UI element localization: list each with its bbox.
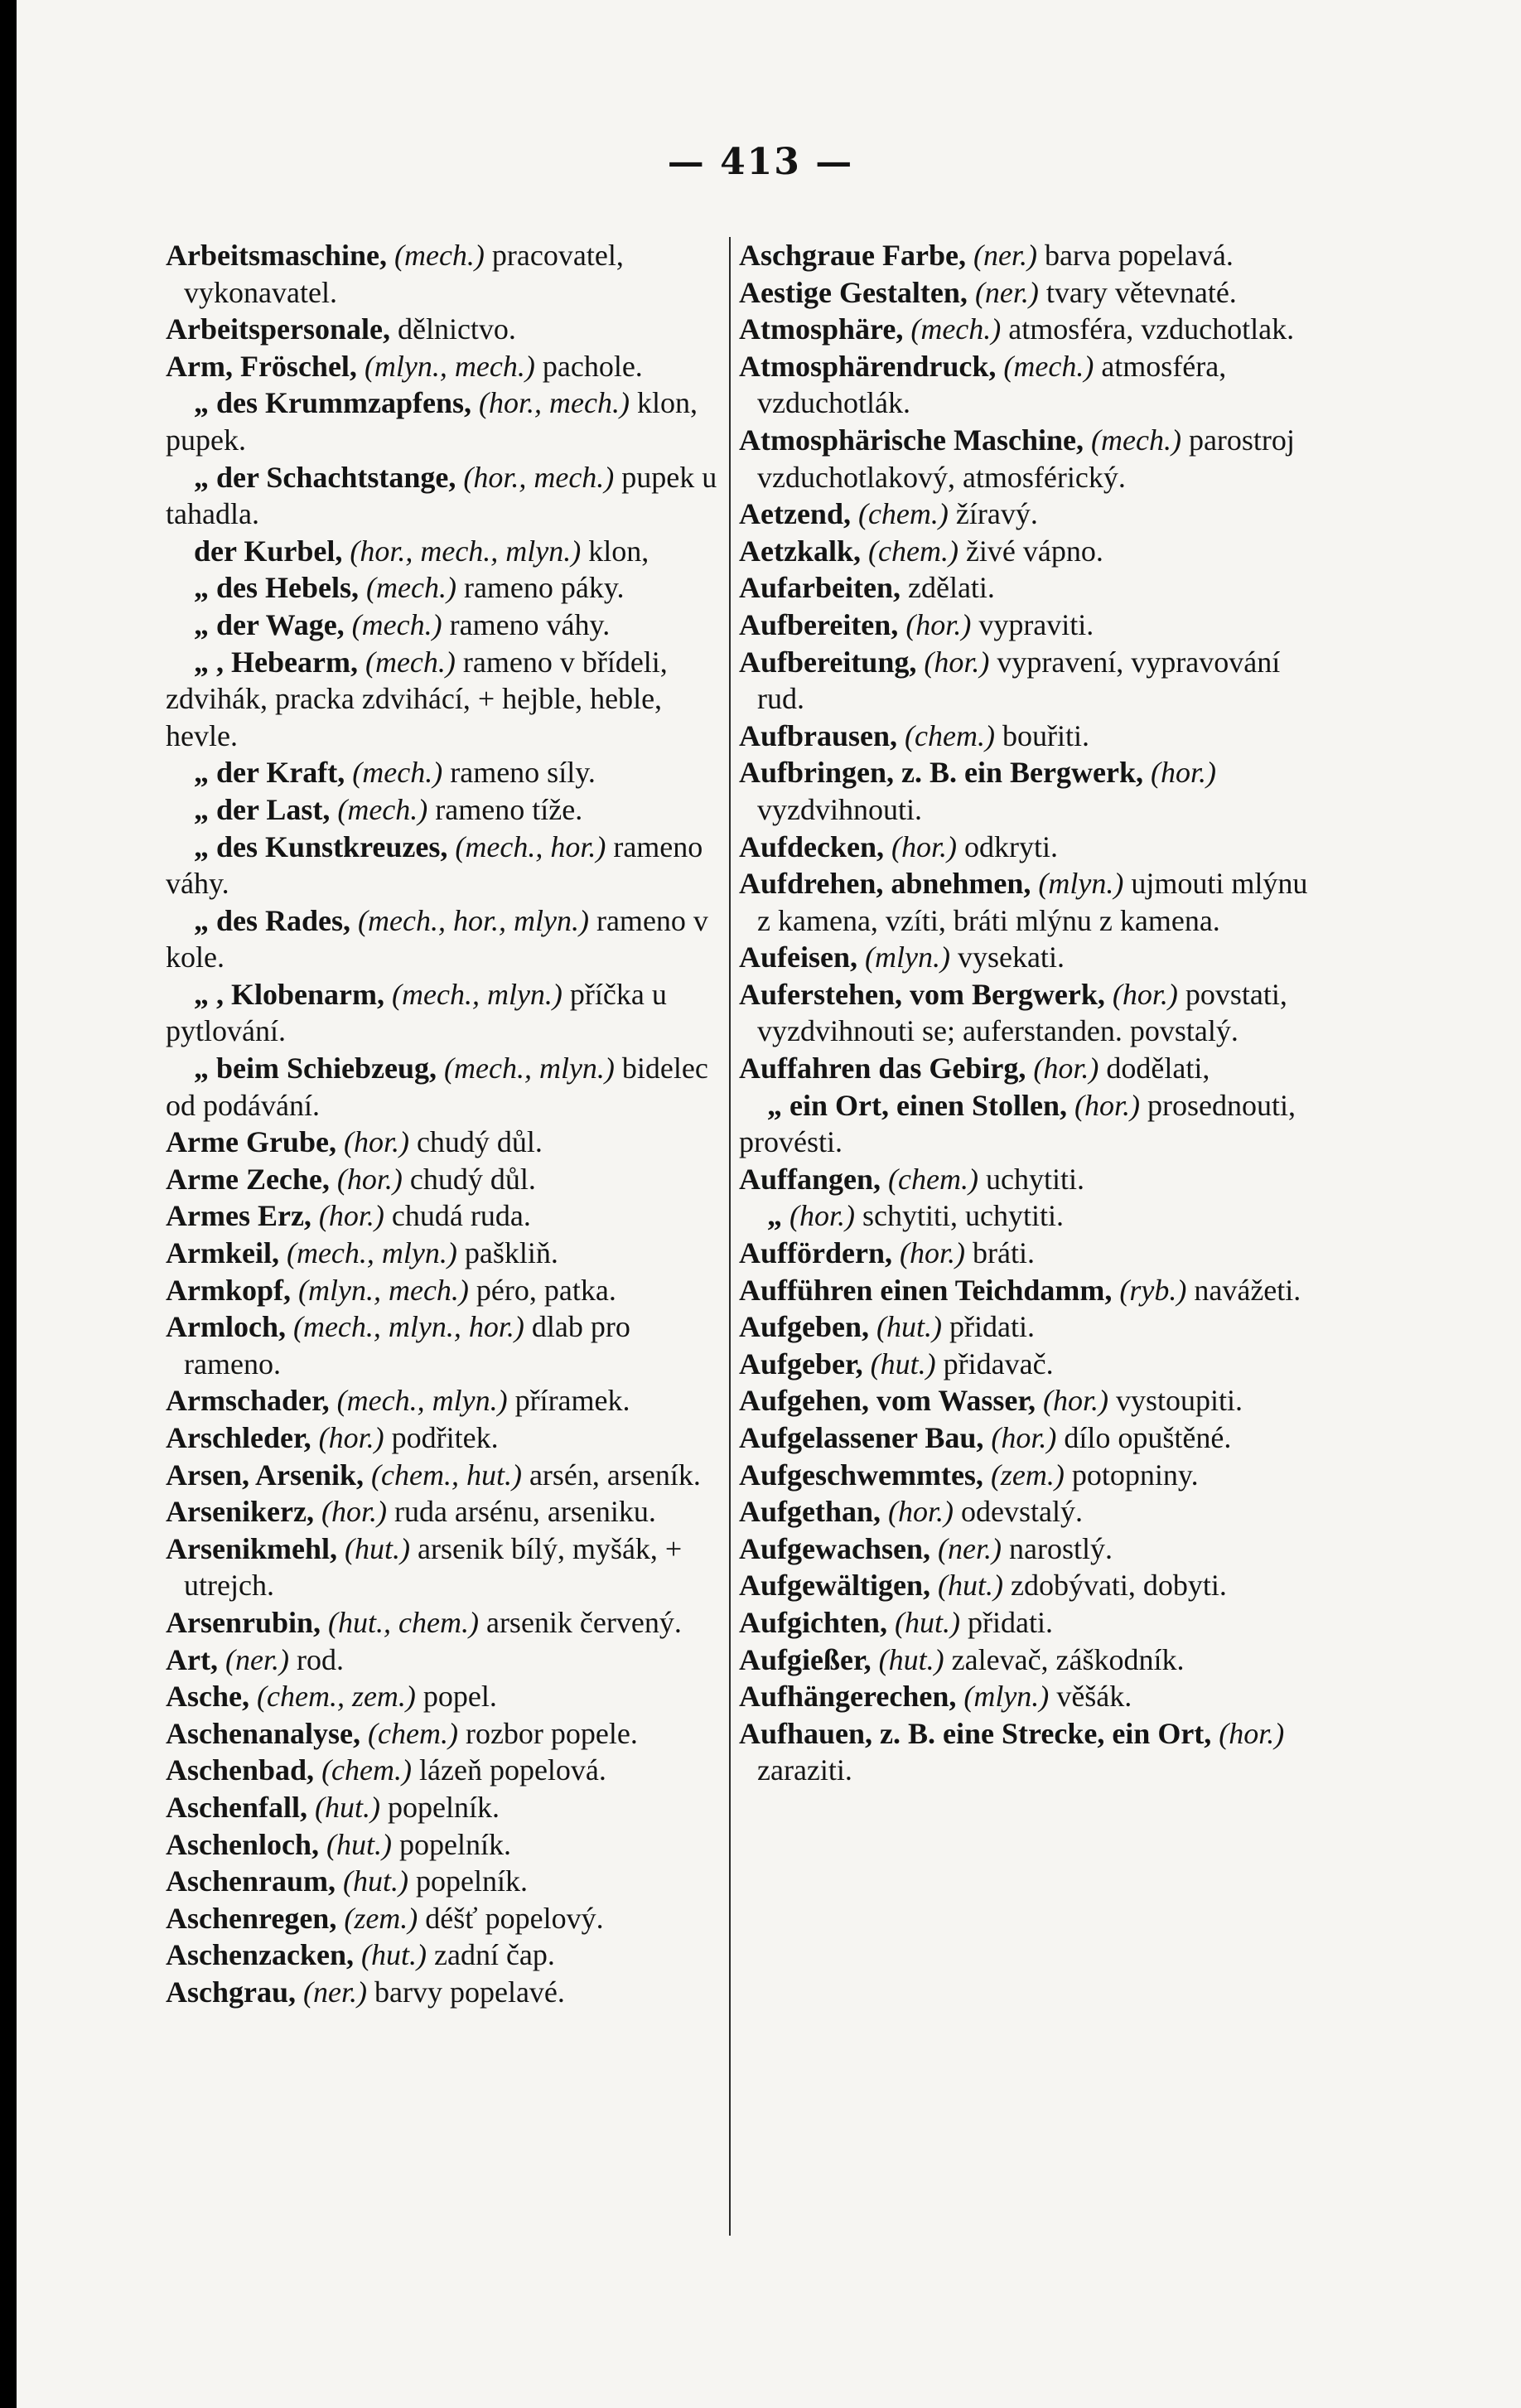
- entry-translation: bidelec od podávání.: [166, 1052, 708, 1122]
- entry-headword: Aestige Gestalten,: [739, 275, 968, 309]
- entry-translation: věšák.: [1056, 1680, 1132, 1714]
- entry-field-label: (hor.): [318, 1199, 384, 1233]
- entry-headword: Atmosphäre,: [739, 312, 904, 346]
- entry-headword: Aufgewachsen,: [739, 1531, 930, 1565]
- entry-headword: Aschenanalyse,: [166, 1716, 361, 1750]
- entry-headword: „ der Schachtstange,: [194, 460, 456, 494]
- entry-headword: Aschenbad,: [166, 1753, 315, 1787]
- entry-field-label: (hut.): [315, 1790, 380, 1824]
- entry-field-label: (mech.): [1003, 349, 1094, 383]
- entry-headword: Aufbringen, z. B. ein Bergwerk,: [739, 756, 1143, 790]
- entry-field-label: (hor.): [1150, 756, 1216, 790]
- entry-headword: Armkeil,: [166, 1236, 279, 1270]
- entry-translation: rameno váhy.: [449, 607, 611, 641]
- entry-field-label: (chem.): [321, 1753, 412, 1787]
- entry-headword: Aufgeben,: [739, 1310, 870, 1344]
- entry-translation: klon, pupek.: [166, 386, 698, 457]
- entry-translation: zadní čap.: [433, 1938, 555, 1972]
- entry-field-label: (hor.): [899, 1236, 965, 1270]
- entry-headword: Aufgewältigen,: [739, 1569, 930, 1603]
- entry-headword: „ , Klobenarm,: [194, 977, 384, 1011]
- dictionary-entry: [166, 1530, 722, 1604]
- entry-headword: Aufgeber,: [739, 1347, 863, 1380]
- entry-translation: rameno váhy.: [166, 829, 703, 901]
- entry-field-label: (hor.): [318, 1421, 384, 1454]
- entry-field-label: (mlyn.): [963, 1680, 1050, 1714]
- dictionary-entry: [739, 1346, 1311, 1383]
- entry-translation: dlab pro rameno.: [184, 1310, 630, 1380]
- entry-field-label: (chem.): [905, 718, 995, 752]
- dictionary-entry: [739, 569, 1311, 607]
- dictionary-entry: [739, 1678, 1311, 1715]
- dictionary-entry: [739, 1308, 1311, 1346]
- entry-headword: Aetzkalk,: [739, 534, 861, 568]
- entry-headword: Auffördern,: [739, 1236, 892, 1270]
- entry-translation: chudá ruda.: [391, 1199, 531, 1233]
- entry-headword: „ des Kunstkreuzes,: [194, 829, 448, 863]
- dictionary-entry: [739, 1161, 1311, 1198]
- dictionary-entry: [166, 1789, 722, 1826]
- entry-translation: popel.: [422, 1680, 497, 1714]
- entry-field-label: (hut., chem.): [328, 1605, 479, 1639]
- entry-field-label: (hor., mech., mlyn.): [350, 534, 582, 568]
- entry-headword: Aufgethan,: [739, 1495, 881, 1529]
- entry-field-label: (mech.): [910, 312, 1002, 346]
- entry-field-label: (mech., mlyn.): [392, 977, 563, 1011]
- entry-translation: zalevač, záškodník.: [951, 1642, 1185, 1676]
- dictionary-entry: [166, 1826, 722, 1864]
- entry-headword: Arsenikmehl,: [166, 1531, 337, 1565]
- entry-translation: atmosféra, vzduchotlak.: [1008, 312, 1295, 346]
- entry-headword: Armschader,: [166, 1384, 330, 1418]
- entry-headword: „ der Wage,: [194, 607, 345, 641]
- entry-headword: Aufgichten,: [739, 1605, 887, 1639]
- dictionary-entry: [166, 1161, 722, 1198]
- entry-field-label: (ner.): [938, 1531, 1002, 1565]
- entry-headword: Armes Erz,: [166, 1199, 311, 1233]
- entry-headword: Armloch,: [166, 1310, 286, 1344]
- dictionary-entry: [166, 1272, 722, 1309]
- entry-field-label: (hor.): [1219, 1716, 1285, 1750]
- entry-field-label: (hor.): [1112, 977, 1178, 1011]
- entry-field-label: (hut.): [345, 1531, 410, 1565]
- dictionary-entry: [739, 754, 1311, 828]
- entry-headword: Arsenikerz,: [166, 1495, 314, 1529]
- entry-headword: Aufführen einen Teichdamm,: [739, 1273, 1113, 1307]
- entry-field-label: (hut.): [343, 1864, 408, 1898]
- entry-field-label: (ryb.): [1119, 1273, 1187, 1307]
- entry-field-label: (mech.): [351, 607, 442, 641]
- entry-headword: Aufgehen, vom Wasser,: [739, 1384, 1036, 1418]
- entry-headword: Arsenrubin,: [166, 1605, 321, 1639]
- dictionary-entry: [166, 1493, 722, 1530]
- entry-headword: Aufhauen, z. B. eine Strecke, ein Ort,: [739, 1716, 1212, 1750]
- entry-translation: dodělati,: [1106, 1052, 1210, 1086]
- entry-headword: Atmosphärendruck,: [739, 349, 997, 383]
- dictionary-entry: [739, 348, 1311, 422]
- dictionary-entry: [166, 1235, 722, 1272]
- entry-headword: Aetzend,: [739, 497, 851, 531]
- entry-translation: schytiti, uchytiti.: [862, 1199, 1064, 1233]
- entry-field-label: (mech.): [394, 239, 485, 272]
- entry-field-label: (hor.): [1043, 1384, 1109, 1418]
- dictionary-entry: [166, 1752, 722, 1789]
- entry-field-label: (hut.): [878, 1642, 944, 1676]
- entry-field-label: (mech., mlyn., hor.): [292, 1310, 524, 1344]
- dictionary-entry: [166, 1642, 722, 1679]
- dictionary-entry: [166, 976, 722, 1050]
- entry-headword: Aufbrausen,: [739, 718, 898, 752]
- entry-translation: žíravý.: [955, 497, 1038, 531]
- dictionary-entry: [739, 1419, 1311, 1457]
- entry-field-label: (hor.): [336, 1162, 403, 1196]
- entry-headword: „ , Hebearm,: [194, 645, 358, 679]
- dictionary-entry: [166, 384, 722, 458]
- entry-headword: Arbeitspersonale,: [166, 312, 390, 346]
- entry-field-label: (hor.): [888, 1495, 954, 1529]
- entry-field-label: (hor.): [891, 829, 958, 863]
- right-column: [739, 237, 1311, 1789]
- entry-field-label: (mech., mlyn.): [336, 1384, 508, 1418]
- entry-translation: vyzdvihnouti.: [757, 792, 922, 826]
- entry-field-label: (ner.): [303, 1975, 367, 2009]
- entry-translation: ruda arsénu, arseniku.: [394, 1495, 656, 1529]
- entry-translation: rameno v břídeli, zdvihák, pracka zdvihácí, + hejble, heble, hevle.: [166, 645, 668, 752]
- entry-headword: „: [767, 1199, 782, 1233]
- entry-field-label: (hor.): [991, 1421, 1057, 1454]
- entry-headword: Art,: [166, 1642, 218, 1676]
- dictionary-entry: [739, 311, 1311, 348]
- dictionary-entry: [739, 1050, 1311, 1087]
- entry-headword: Aufdecken,: [739, 829, 885, 863]
- entry-translation: pachole.: [542, 349, 643, 383]
- entry-field-label: (chem.): [888, 1162, 978, 1196]
- entry-field-label: (hor., mech.): [479, 386, 630, 420]
- entry-field-label: (mlyn.): [1038, 867, 1124, 901]
- entry-field-label: (ner.): [973, 239, 1037, 272]
- dictionary-entry: [739, 274, 1311, 312]
- dictionary-entry: [166, 1382, 722, 1419]
- entry-translation: rameno síly.: [450, 756, 596, 790]
- entry-translation: příčka u pytlování.: [166, 977, 667, 1048]
- entry-headword: Arme Grube,: [166, 1125, 336, 1159]
- entry-headword: Aufgießer,: [739, 1642, 872, 1676]
- entry-translation: barvy popelavé.: [374, 1975, 565, 2009]
- dictionary-entry: [166, 754, 722, 791]
- dictionary-entry: [166, 533, 722, 570]
- dictionary-entry: [739, 718, 1311, 755]
- entry-translation: zaraziti.: [757, 1753, 852, 1787]
- entry-translation: arsenik červený.: [485, 1605, 682, 1639]
- entry-headword: Atmosphärische Maschine,: [739, 423, 1084, 457]
- entry-field-label: (mech.): [1091, 423, 1181, 457]
- dictionary-entry: [166, 1308, 722, 1382]
- entry-headword: Arschleder,: [166, 1421, 311, 1454]
- entry-field-label: (hut.): [326, 1827, 392, 1861]
- entry-headword: Aufeisen,: [739, 940, 857, 974]
- entry-headword: Asche,: [166, 1680, 249, 1714]
- dictionary-entry: [166, 569, 722, 607]
- entry-translation: déšť popelový.: [425, 1901, 604, 1935]
- dictionary-entry: [166, 348, 722, 385]
- entry-field-label: (hut.): [895, 1605, 960, 1639]
- entry-translation: dílo opuštěné.: [1064, 1421, 1232, 1454]
- entry-headword: Auferstehen, vom Bergwerk,: [739, 977, 1105, 1011]
- dictionary-entry: [166, 1863, 722, 1900]
- entry-translation: navážeti.: [1194, 1273, 1301, 1307]
- entry-translation: klon,: [588, 534, 649, 568]
- entry-field-label: (chem., hut.): [371, 1458, 522, 1492]
- entry-field-label: (mech., hor.): [455, 829, 606, 863]
- entry-headword: Aufbereiten,: [739, 607, 899, 641]
- entry-translation: péro, patka.: [476, 1273, 616, 1307]
- dictionary-entry: [166, 1974, 722, 2011]
- entry-translation: bráti.: [972, 1236, 1035, 1270]
- entry-field-label: (hor.): [321, 1495, 387, 1529]
- dictionary-entry: [166, 1197, 722, 1235]
- entry-field-label: (chem.): [857, 497, 949, 531]
- entry-translation: rozbor popele.: [465, 1716, 638, 1750]
- entry-field-label: (hut.): [937, 1569, 1003, 1603]
- entry-translation: chudý důl.: [409, 1162, 536, 1196]
- entry-translation: lázeň popelová.: [419, 1753, 606, 1787]
- entry-translation: povstati, vyzdvihnouti se; auferstanden. povstalý.: [757, 977, 1287, 1048]
- dictionary-entry: [166, 1457, 722, 1494]
- entry-translation: dělnictvo.: [397, 312, 516, 346]
- entry-field-label: (hut.): [876, 1310, 942, 1344]
- entry-field-label: (mech., mlyn.): [444, 1052, 615, 1086]
- entry-translation: přidati.: [949, 1310, 1035, 1344]
- entry-headword: Armkopf,: [166, 1273, 291, 1307]
- entry-headword: Aschenfall,: [166, 1790, 307, 1824]
- entry-field-label: (hor., mech.): [463, 460, 615, 494]
- entry-headword: Arbeitsmaschine,: [166, 239, 387, 272]
- dictionary-entry: [166, 1124, 722, 1161]
- entry-field-label: (mech.): [366, 571, 456, 605]
- entry-translation: pracovatel, vykonavatel.: [184, 239, 624, 309]
- dictionary-entry: [739, 1493, 1311, 1530]
- entry-translation: rod.: [296, 1642, 344, 1676]
- dictionary-entry: [739, 976, 1311, 1050]
- entry-headword: Auffangen,: [739, 1162, 881, 1196]
- entry-translation: přidati.: [967, 1605, 1053, 1639]
- page-number: — 413 —: [667, 141, 854, 183]
- dictionary-entry: [739, 1235, 1311, 1272]
- column-divider: [729, 237, 731, 2236]
- entry-translation: podřitek.: [391, 1421, 499, 1454]
- entry-translation: popelník.: [415, 1864, 528, 1898]
- entry-headword: Arm, Fröschel,: [166, 349, 357, 383]
- entry-field-label: (hut.): [870, 1347, 936, 1380]
- entry-headword: „ ein Ort, einen Stollen,: [767, 1088, 1067, 1122]
- entry-headword: „ des Hebels,: [194, 571, 360, 605]
- entry-headword: Aufbereitung,: [739, 645, 917, 679]
- dictionary-entry: [166, 607, 722, 644]
- entry-headword: Aschgraue Farbe,: [739, 239, 966, 272]
- dictionary-entry: [166, 1678, 722, 1715]
- entry-translation: vypraviti.: [978, 607, 1094, 641]
- dictionary-entry: [166, 1050, 722, 1124]
- left-column: [166, 237, 722, 2011]
- dictionary-entry: [166, 1604, 722, 1642]
- dictionary-entry: [166, 237, 722, 311]
- entry-field-label: (hor.): [343, 1125, 409, 1159]
- dictionary-entry: [739, 422, 1311, 496]
- dictionary-entry: [166, 311, 722, 348]
- dictionary-entry: [739, 1604, 1311, 1642]
- entry-translation: přidavač.: [943, 1347, 1054, 1380]
- entry-headword: Arsen, Arsenik,: [166, 1458, 365, 1492]
- entry-translation: rameno tíže.: [435, 792, 583, 826]
- entry-field-label: (chem., zem.): [257, 1680, 416, 1714]
- dictionary-entry: [739, 939, 1311, 976]
- entry-field-label: (mlyn., mech.): [298, 1273, 469, 1307]
- entry-field-label: (hor.): [789, 1199, 855, 1233]
- dictionary-entry: [739, 496, 1311, 533]
- entry-field-label: (mech.): [352, 756, 443, 790]
- entry-headword: Aufgelassener Bau,: [739, 1421, 984, 1454]
- entry-headword: „ der Kraft,: [194, 756, 345, 790]
- entry-field-label: (zem.): [990, 1458, 1065, 1492]
- entry-field-label: (ner.): [225, 1642, 289, 1676]
- entry-field-label: (chem.): [868, 534, 958, 568]
- entry-translation: vysekati.: [957, 940, 1065, 974]
- entry-headword: Aufhängerechen,: [739, 1680, 957, 1714]
- entry-headword: der Kurbel,: [194, 534, 343, 568]
- dictionary-entry: [739, 1715, 1311, 1789]
- entry-translation: barva popelavá.: [1044, 239, 1234, 272]
- entry-headword: „ des Rades,: [194, 903, 351, 937]
- dictionary-entry: [739, 1642, 1311, 1679]
- entry-translation: prosednouti, provésti.: [739, 1088, 1296, 1159]
- dictionary-entry: [166, 1900, 722, 1937]
- entry-field-label: (mech.): [365, 645, 456, 679]
- entry-headword: „ der Last,: [194, 792, 331, 826]
- dictionary-entry: [739, 829, 1311, 866]
- entry-field-label: (hor.): [1074, 1088, 1140, 1122]
- entry-headword: „ des Krummzapfens,: [194, 386, 471, 420]
- dictionary-entry: [739, 533, 1311, 570]
- entry-translation: bouřiti.: [1002, 718, 1089, 752]
- entry-translation: živé vápno.: [965, 534, 1103, 568]
- entry-translation: arsén, arseník.: [529, 1458, 701, 1492]
- entry-headword: Aschenraum,: [166, 1864, 336, 1898]
- entry-field-label: (mlyn.): [865, 940, 950, 974]
- entry-translation: popelník.: [387, 1790, 500, 1824]
- dictionary-entry: [739, 237, 1311, 274]
- dictionary-entry: [166, 902, 722, 976]
- entry-translation: paškliň.: [464, 1236, 558, 1270]
- entry-translation: arsenik bílý, myšák, + utrejch.: [184, 1531, 683, 1603]
- entry-field-label: (mech., mlyn.): [286, 1236, 457, 1270]
- dictionary-entry: [739, 1530, 1311, 1568]
- dictionary-entry: [739, 1087, 1311, 1161]
- entry-field-label: (chem.): [368, 1716, 458, 1750]
- entry-translation: potopniny.: [1071, 1458, 1199, 1492]
- entry-headword: Arme Zeche,: [166, 1162, 330, 1196]
- dictionary-entry: [166, 791, 722, 829]
- entry-translation: uchytiti.: [985, 1162, 1084, 1196]
- dictionary-entry: [739, 607, 1311, 644]
- entry-translation: příramek.: [514, 1384, 630, 1418]
- entry-field-label: (hut.): [361, 1938, 427, 1972]
- entry-field-label: (zem.): [344, 1901, 418, 1935]
- dictionary-entry: [739, 1457, 1311, 1494]
- dictionary-entry: [166, 1937, 722, 1974]
- dictionary-entry: [739, 1197, 1311, 1235]
- dictionary-entry: [739, 1382, 1311, 1419]
- entry-headword: „ beim Schiebzeug,: [194, 1052, 437, 1086]
- entry-translation: rameno v kole.: [166, 903, 708, 974]
- entry-field-label: (hor.): [905, 607, 972, 641]
- entry-translation: ujmouti mlýnu z kamena, vzíti, bráti mlýnu z kamena.: [757, 867, 1308, 937]
- entry-translation: zdělati.: [907, 571, 995, 605]
- entry-translation: chudý důl.: [416, 1125, 543, 1159]
- dictionary-entry: [739, 865, 1311, 939]
- entry-translation: narostlý.: [1008, 1531, 1113, 1565]
- dictionary-entry: [739, 1567, 1311, 1604]
- entry-field-label: (hor.): [924, 645, 990, 679]
- entry-headword: Aschgrau,: [166, 1975, 297, 2009]
- entry-headword: Aschenregen,: [166, 1901, 337, 1935]
- entry-translation: pupek u tahadla.: [166, 460, 717, 531]
- entry-headword: Aufdrehen, abnehmen,: [739, 867, 1031, 901]
- entry-field-label: (mech., hor., mlyn.): [358, 903, 589, 937]
- dictionary-entry: [739, 644, 1311, 718]
- entry-headword: Auffahren das Gebirg,: [739, 1052, 1026, 1086]
- entry-translation: vystoupiti.: [1116, 1384, 1243, 1418]
- entry-translation: zdobývati, dobyti.: [1010, 1569, 1227, 1603]
- entry-field-label: (mech.): [337, 792, 428, 826]
- entry-translation: atmosféra, vzduchotlák.: [757, 349, 1227, 420]
- dictionary-entry: [166, 459, 722, 533]
- entry-headword: Aschenzacken,: [166, 1938, 354, 1972]
- entry-field-label: (mlyn., mech.): [364, 349, 535, 383]
- entry-translation: vypravení, vypravování rud.: [757, 645, 1281, 716]
- dictionary-entry: [166, 644, 722, 755]
- entry-field-label: (ner.): [974, 275, 1039, 309]
- entry-translation: popelník.: [399, 1827, 511, 1861]
- entry-headword: Aschenloch,: [166, 1827, 320, 1861]
- entry-translation: tvary větevnaté.: [1045, 275, 1237, 309]
- entry-headword: Aufarbeiten,: [739, 571, 901, 605]
- entry-translation: parostroj vzduchotlakový, atmosférický.: [757, 423, 1295, 494]
- dictionary-entry: [166, 1715, 722, 1753]
- dictionary-entry: [166, 829, 722, 902]
- entry-translation: odkryti.: [964, 829, 1059, 863]
- dictionary-entry: [739, 1272, 1311, 1309]
- entry-field-label: (hor.): [1033, 1052, 1099, 1086]
- entry-translation: odevstalý.: [961, 1495, 1084, 1529]
- entry-translation: rameno páky.: [463, 571, 625, 605]
- dictionary-entry: [166, 1419, 722, 1457]
- entry-headword: Aufgeschwemmtes,: [739, 1458, 983, 1492]
